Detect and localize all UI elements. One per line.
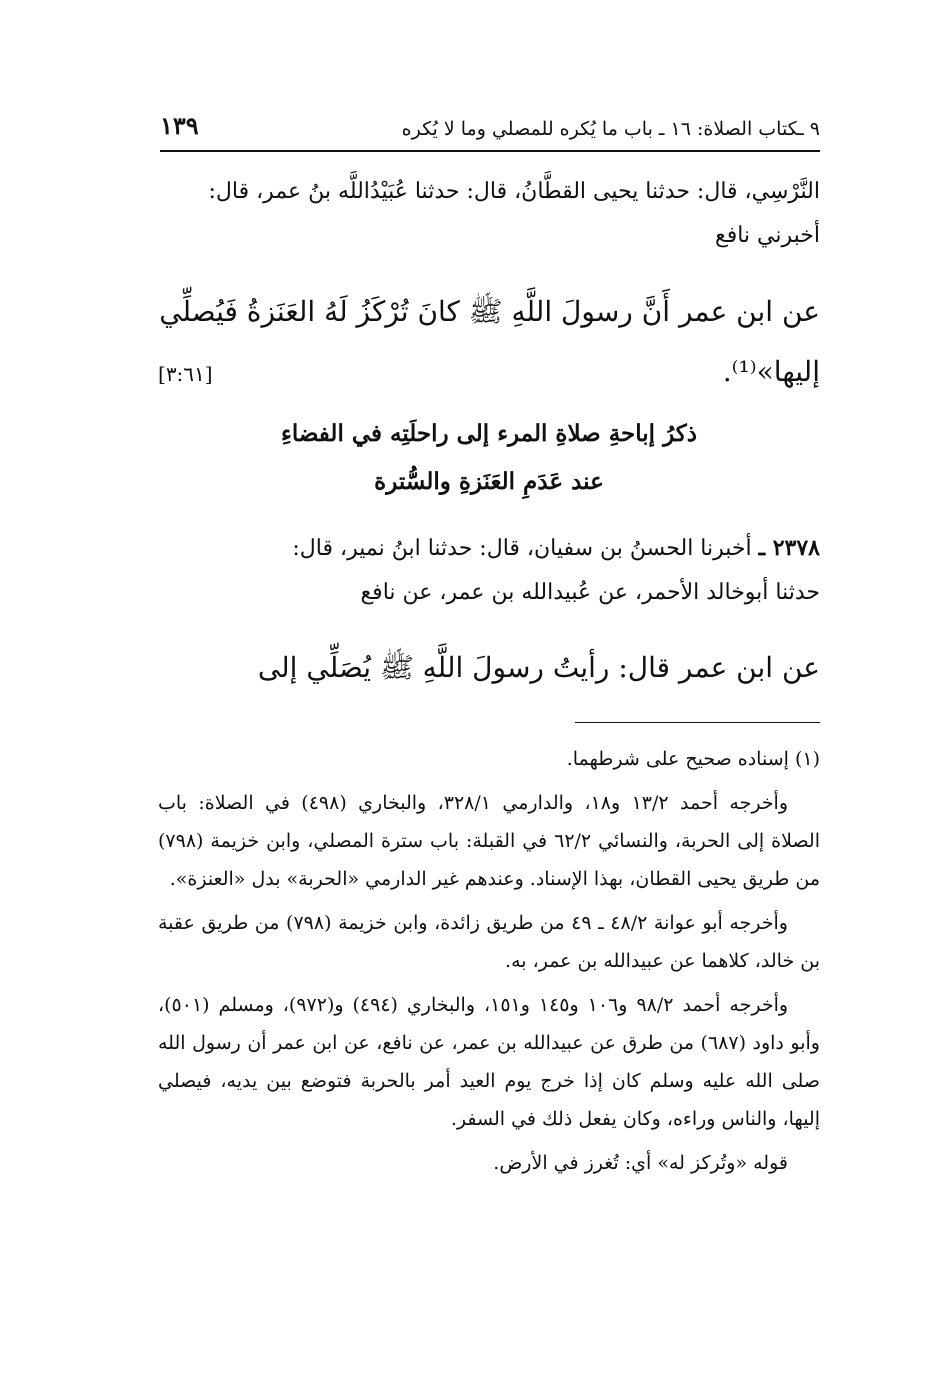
hadith-line: عن ابن عمر قال: رأيتُ رسولَ اللَّهِ ﷺ يُصَلِّي إلى: [257, 651, 820, 684]
isnad-text-segment: أخبرنا الحسنُ بن سفيان، قال: حدثنا ابنُ نمير، قال:: [292, 536, 752, 561]
hadith-text: [158, 282, 820, 404]
isnad-text: [158, 526, 820, 615]
continuation-text: [158, 170, 820, 258]
header-rule: [160, 150, 820, 152]
hadith-text: [158, 638, 820, 698]
hadith-line: إليها»⁽¹⁾.: [722, 355, 820, 388]
hadith-reference: [٣:٦١]: [158, 362, 213, 386]
footnote-paragraph: وأخرجه أحمد ١٣/٢ و١٨، والدارمي ٣٢٨/١، والبخاري (٤٩٨) في الصلاة: باب الصلاة إلى الحربة، والنسائي ٦٢/٢ في القبلة: باب سترة المصلي، وابن خزيمة (٧٩٨) من طريق يحيى القطان، بهذا الإسناد. وعندهم غير الدارمي «الحربة» بدل «العنزة».: [158, 792, 820, 890]
page-header: [160, 100, 820, 140]
footnote-paragraph: وأخرجه أبو عوانة ٤٨/٢ ـ ٤٩ من طريق زائدة، وابن خزيمة (٧٩٨) من طريق عقبة بن خالد، كلاهما عن عبيدالله بن عمر، به.: [158, 912, 820, 972]
isnad-line: حدثنا أبوخالد الأحمر، عن عُبيدالله بن عمر، عن نافع: [360, 580, 820, 605]
continuation-line: النَّرْسِي، قال: حدثنا يحيى القطَّانُ، قال: حدثنا عُبَيْدُاللَّه بنُ عمر، قال:: [208, 179, 820, 204]
hadith-line-with-reference: [158, 342, 820, 404]
footnote-paragraph: (١) إسناده صحيح على شرطهما.: [566, 748, 820, 770]
page-number: ١٣٩: [160, 111, 199, 140]
section-heading: [158, 410, 820, 506]
footnote-paragraph: وأخرجه أحمد ٩٨/٢ و١٠٦ و١٤٥ و١٥١، والبخاري (٤٩٤) و(٩٧٢)، ومسلم (٥٠١)، وأبو داود (٦٨٧) من طرق عن عبيدالله بن عمر، عن نافع، عن ابن عمر أن رسول الله صلى الله عليه وسلم كان إذا خرج يوم العيد أمر بالحربة فتوضع بين يديه، فيصلي إليها، والناس وراءه، وكان يفعل ذلك في السفر.: [158, 994, 820, 1130]
footnotes: [158, 740, 820, 1188]
continuation-line: أخبرني نافع: [715, 223, 820, 248]
footnote-rule: [575, 722, 820, 723]
section-heading-line: ذكرُ إباحةِ صلاةِ المرء إلى راحلَتِه في الفضاءِ: [281, 420, 697, 447]
running-head: ٩ ـكتاب الصلاة: ١٦ ـ باب ما يُكره للمصلي وما لا يُكره: [401, 118, 820, 140]
footnote-paragraph: قوله «وتُركز له» أي: تُغرز في الأرض.: [493, 1152, 788, 1174]
hadith-number: ٢٣٧٨ ـ: [758, 535, 820, 561]
isnad-line: [158, 526, 820, 571]
section-heading-line: عند عَدَمِ العَنَزةِ والسُّترة: [374, 468, 604, 495]
hadith-line: عن ابن عمر أَنَّ رسولَ اللَّهِ ﷺ كانَ تُرْكَزُ لَهُ العَنَزةُ فَيُصلِّي: [159, 295, 820, 328]
